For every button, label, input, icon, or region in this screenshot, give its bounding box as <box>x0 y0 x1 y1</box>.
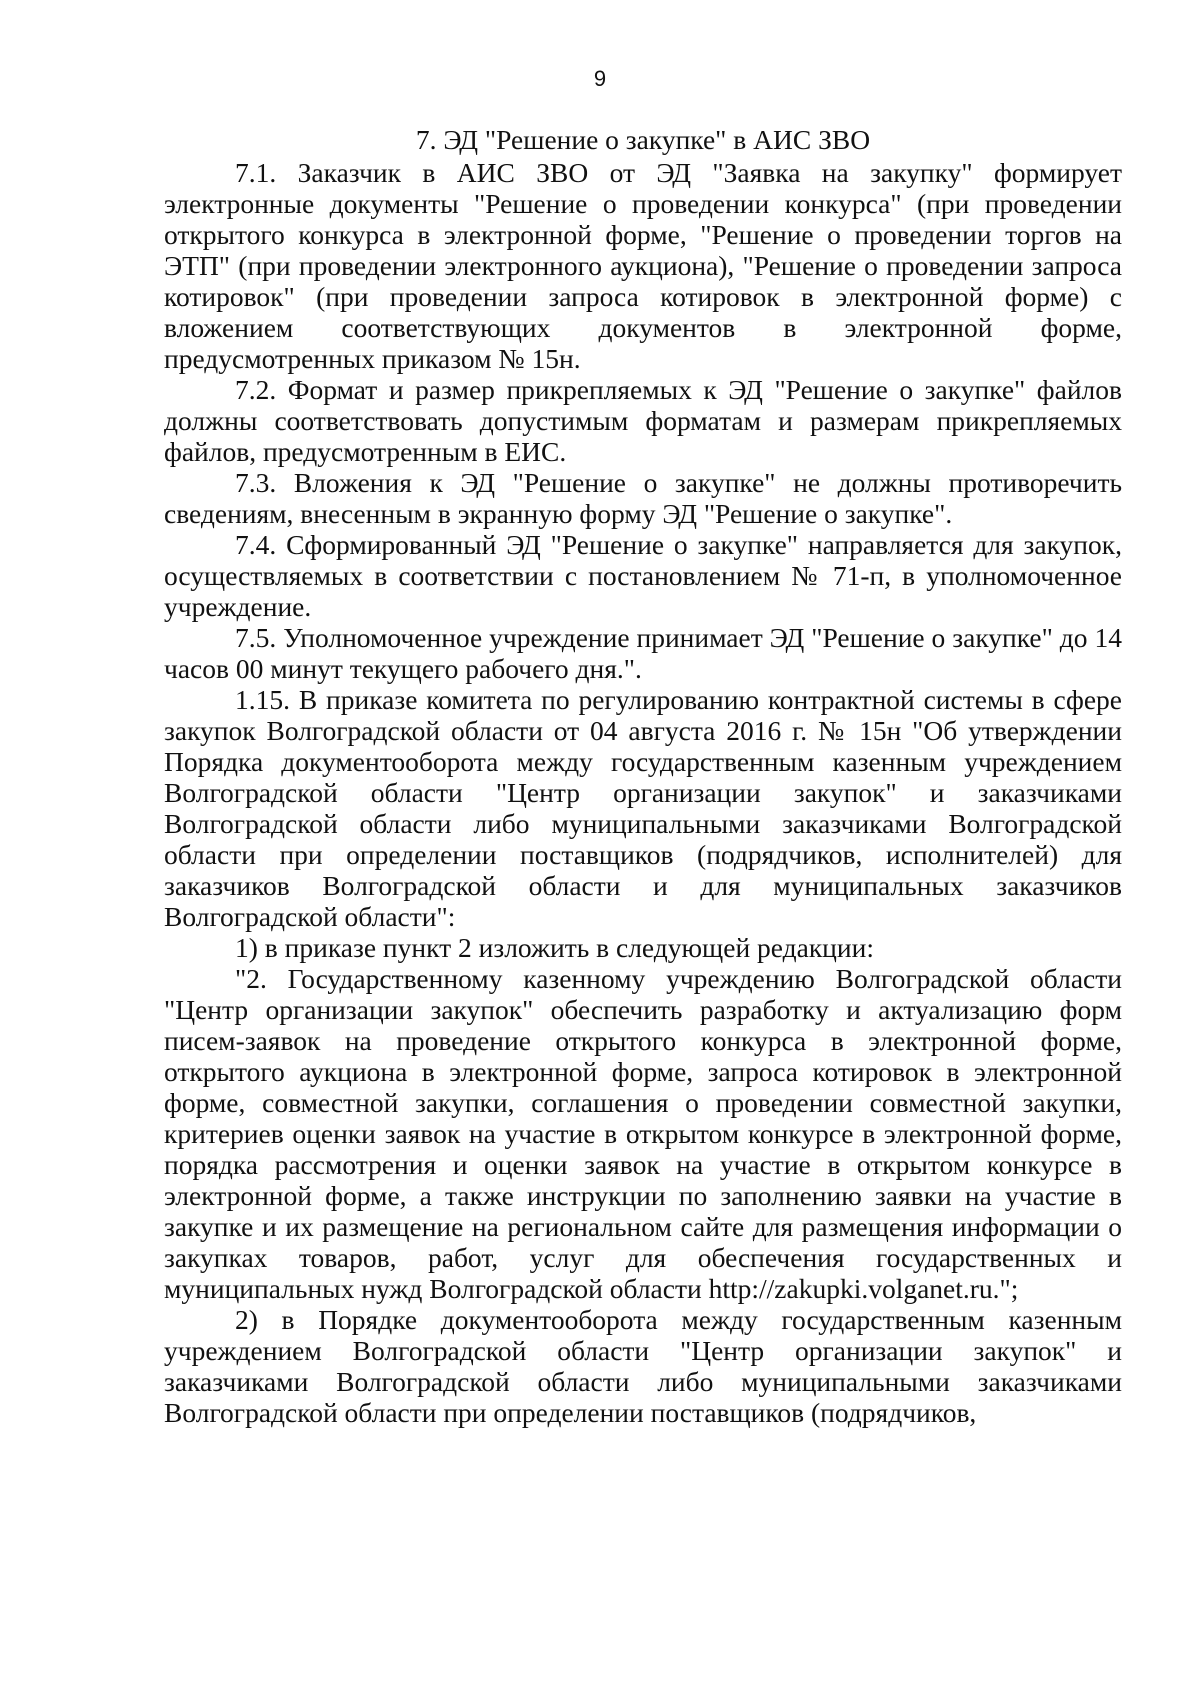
paragraph-7-3: 7.3. Вложения к ЭД "Решение о закупке" не должны противоречить сведениям, внесенным в экранную форму ЭД "Решение о закупке". <box>164 467 1122 529</box>
paragraph-item-2: 2) в Порядке документооборота между государственным казенным учреждением Волгоградской области "Центр организации закупок" и заказчиками Волгоградской области либо муниципальными заказчиками Волгоградской области при определении поставщиков (подрядчиков, <box>164 1304 1122 1428</box>
document-body <box>164 124 1122 1428</box>
paragraph-quoted-item-2: "2. Государственному казенному учреждению Волгоградской области "Центр организации закупок" обеспечить разработку и актуализацию форм писем-заявок на проведение открытого конкурса в электронной форме, открытого аукциона в электронной форме, запроса котировок в электронной форме, совместной закупки, соглашения о проведении совместной закупки, критериев оценки заявок на участие в открытом конкурсе в электронной форме, порядка рассмотрения и оценки заявок на участие в открытом конкурсе в электронной форме, а также инструкции по заполнению заявки на участие в закупке и их размещение на региональном сайте для размещения информации о закупках товаров, работ, услуг для обеспечения государственных и муниципальных нужд Волгоградской области http://zakupki.volganet.ru."; <box>164 963 1122 1304</box>
paragraph-item-1: 1) в приказе пункт 2 изложить в следующей редакции: <box>235 932 874 963</box>
paragraph-1-15: 1.15. В приказе комитета по регулированию контрактной системы в сфере закупок Волгоградской области от 04 августа 2016 г. № 15н "Об утверждении Порядка документооборота между государственным казенным учреждением Волгоградской области "Центр организации закупок" и заказчиками Волгоградской области либо муниципальными заказчиками Волгоградской области при определении поставщиков (подрядчиков, исполнителей) для заказчиков Волгоградской области и для муниципальных заказчиков Волгоградской области": <box>164 684 1122 932</box>
page-number: 9 <box>593 66 607 91</box>
paragraph-7-5: 7.5. Уполномоченное учреждение принимает ЭД "Решение о закупке" до 14 часов 00 минут текущего рабочего дня.". <box>164 622 1122 684</box>
paragraph-7-2: 7.2. Формат и размер прикрепляемых к ЭД "Решение о закупке" файлов должны соответствовать допустимым форматам и размерам прикрепляемых файлов, предусмотренным в ЕИС. <box>164 374 1122 467</box>
paragraph-7-1: 7.1. Заказчик в АИС ЗВО от ЭД "Заявка на закупку" формирует электронные документы "Решение о проведении конкурса" (при проведении открытого конкурса в электронной форме, "Решение о проведении торгов на ЭТП" (при проведении электронного аукциона), "Решение о проведении запроса котировок" (при проведении запроса котировок в электронной форме) с вложением соответствующих документов в электронной форме, предусмотренных приказом № 15н. <box>164 157 1122 374</box>
section-heading: 7. ЭД "Решение о закупке" в АИС ЗВО <box>415 124 871 155</box>
paragraph-7-4: 7.4. Сформированный ЭД "Решение о закупке" направляется для закупок, осуществляемых в соответствии с постановлением № 71-п, в уполномоченное учреждение. <box>164 529 1122 622</box>
